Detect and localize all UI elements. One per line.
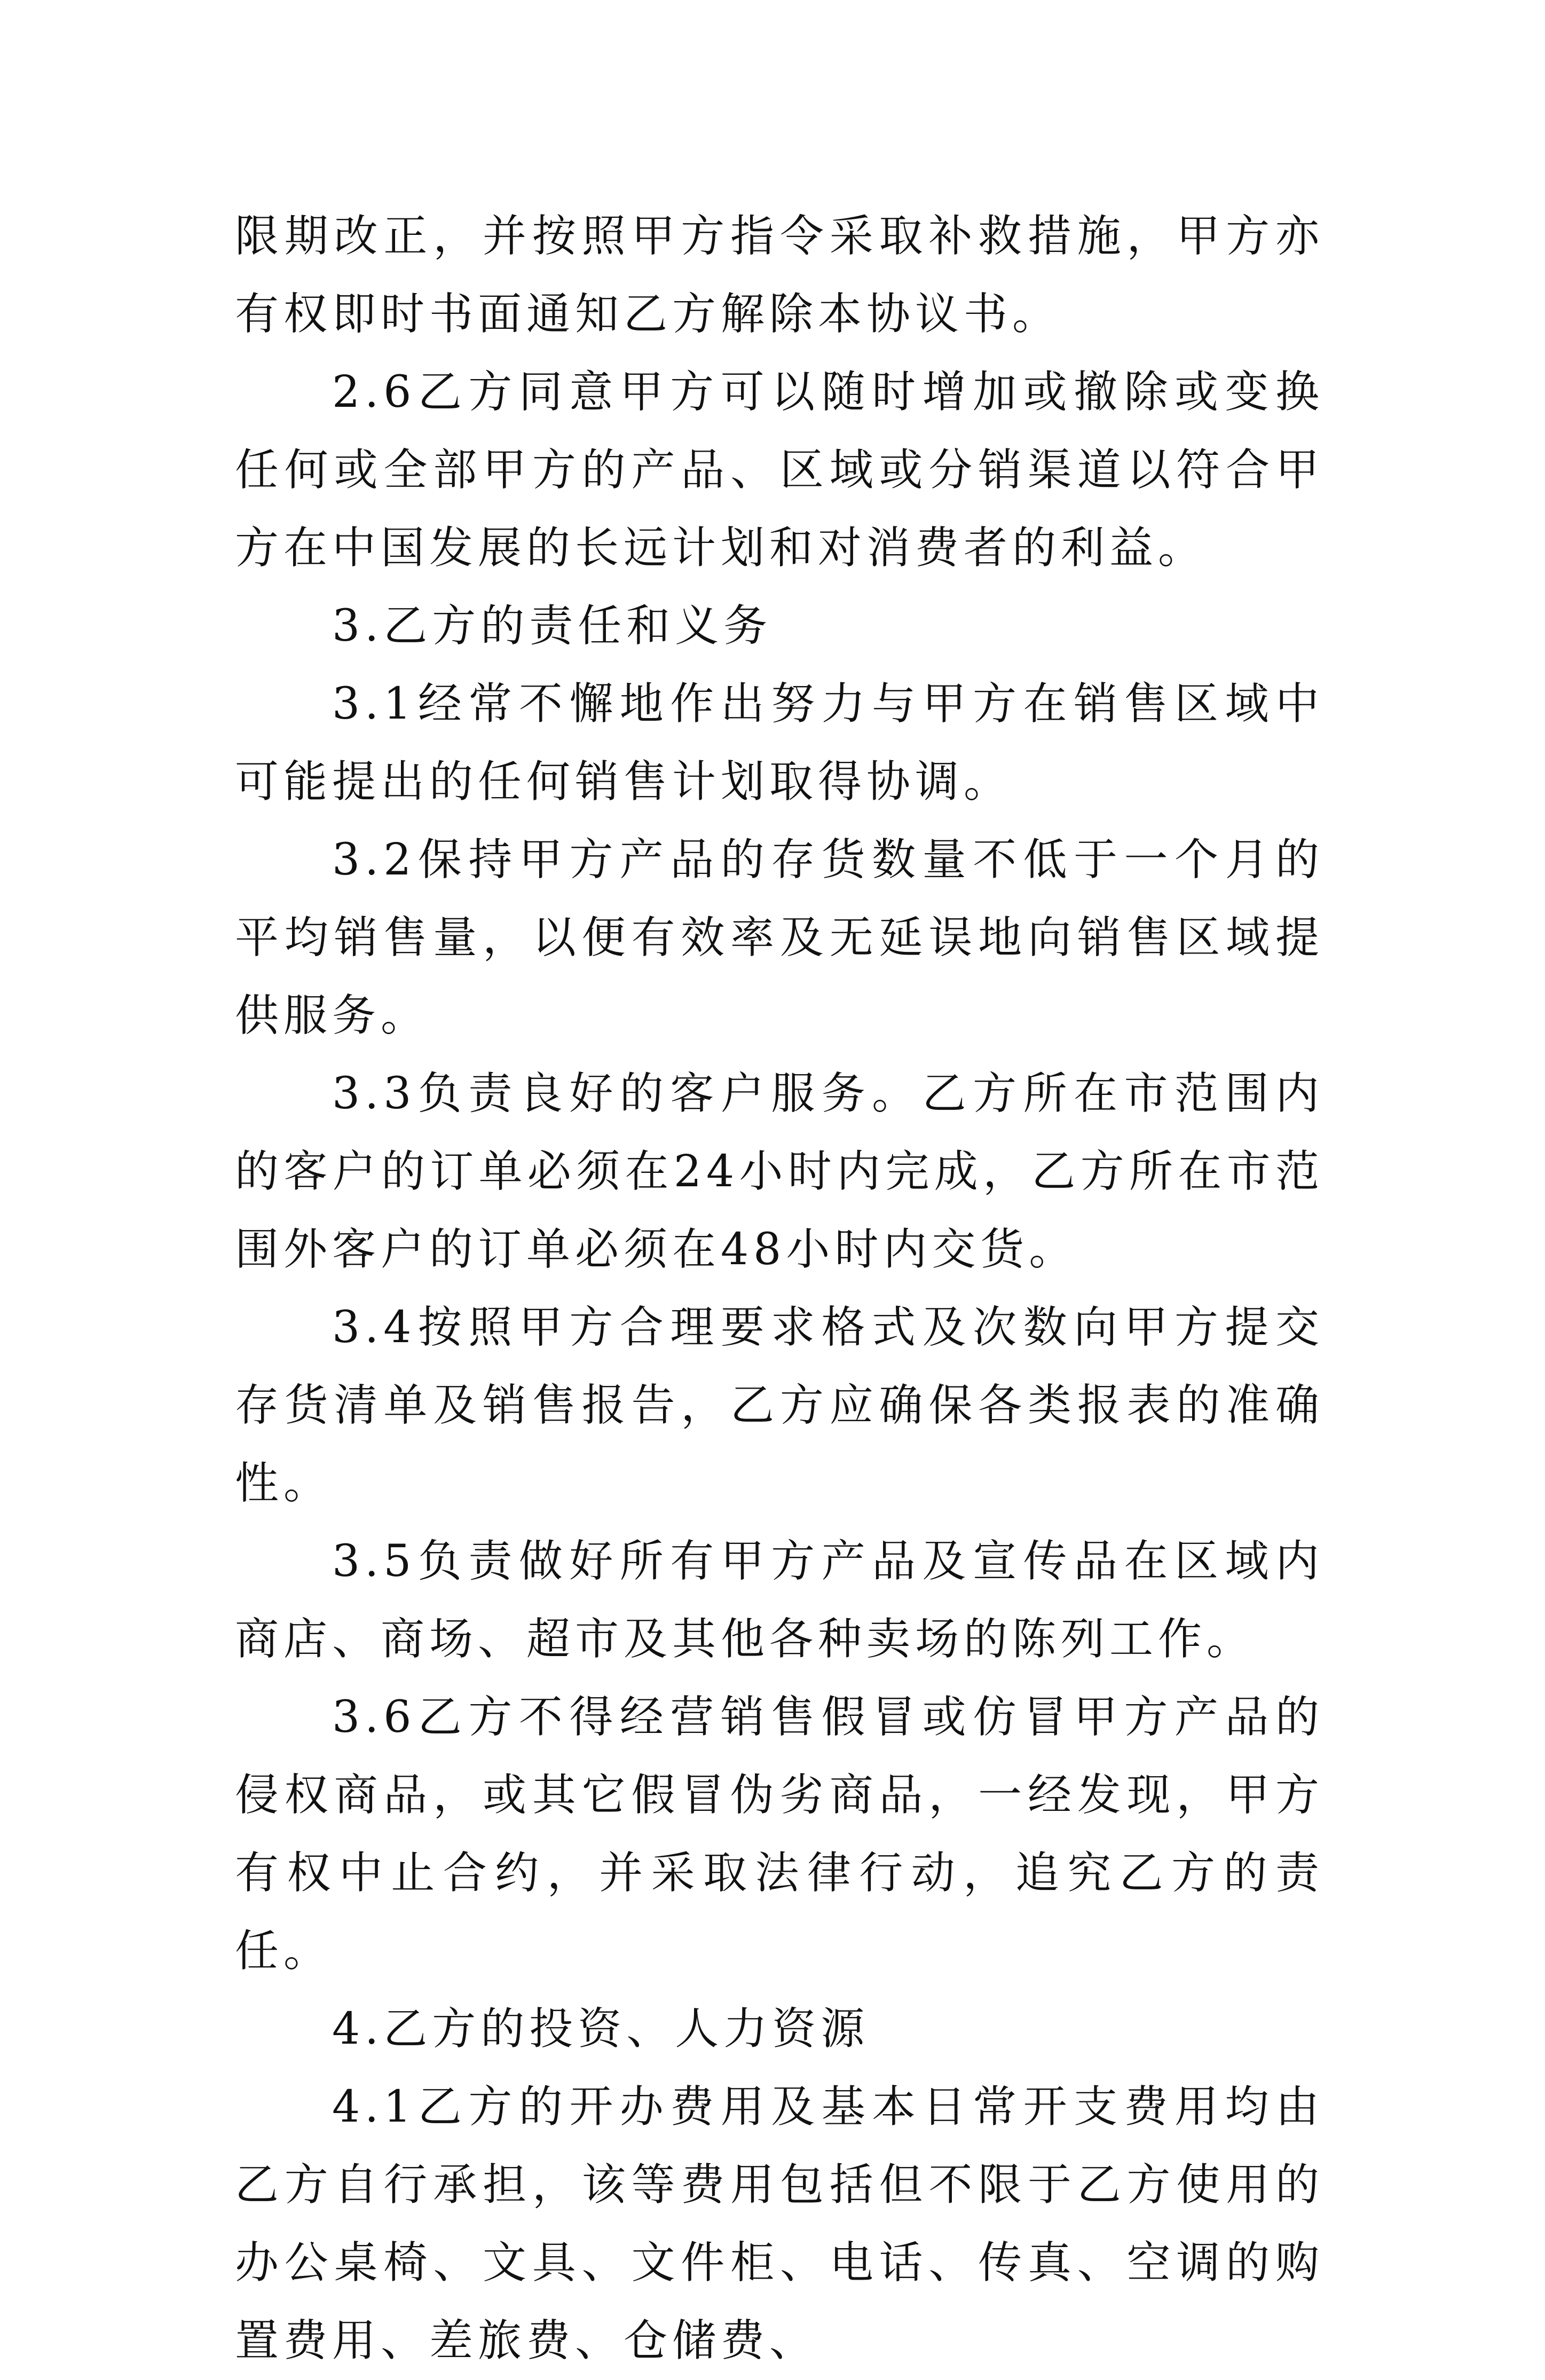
paragraph-clause-3-2: 3.2保持甲方产品的存货数量不低于一个月的平均销售量，以便有效率及无延误地向销售区域提供服务。: [235, 834, 1324, 1041]
section-heading-3: 3.乙方的责任和义务: [332, 601, 773, 651]
paragraph-clause-3-6: 3.6乙方不得经营销售假冒或仿冒甲方产品的侵权商品，或其它假冒伪劣商品，一经发现，甲方有权中止合约，并采取法律行动，追究乙方的责任。: [235, 1692, 1324, 1976]
section-heading-4: 4.乙方的投资、人力资源: [332, 2004, 870, 2054]
paragraph-clause-3-5: 3.5负责做好所有甲方产品及宣传品在区域内商店、商场、超市及其他各种卖场的陈列工作。: [235, 1536, 1324, 1665]
document-body: [235, 198, 1324, 2380]
paragraph-clause-3-1: 3.1经常不懈地作出努力与甲方在销售区域中可能提出的任何销售计划取得协调。: [235, 679, 1324, 807]
paragraph-clause-3-4: 3.4按照甲方合理要求格式及次数向甲方提交存货清单及销售报告，乙方应确保各类报表的准确性。: [235, 1302, 1324, 1509]
paragraph-clause-2-6: 2.6乙方同意甲方可以随时增加或撤除或变换任何或全部甲方的产品、区域或分销渠道以符合甲方在中国发展的长远计划和对消费者的利益。: [235, 367, 1324, 573]
paragraph-clause-3-3: 3.3负责良好的客户服务。乙方所在市范围内的客户的订单必须在24小时内完成，乙方所在市范围外客户的订单必须在48小时内交货。: [235, 1068, 1324, 1275]
paragraph-continuation: 限期改正，并按照甲方指令采取补救措施，甲方亦有权即时书面通知乙方解除本协议书。: [235, 211, 1324, 340]
paragraph-clause-4-1: 4.1乙方的开办费用及基本日常开支费用均由乙方自行承担，该等费用包括但不限于乙方使用的办公桌椅、文具、文件柜、电话、传真、空调的购置费用、差旅费、仓储费、: [235, 2082, 1324, 2366]
